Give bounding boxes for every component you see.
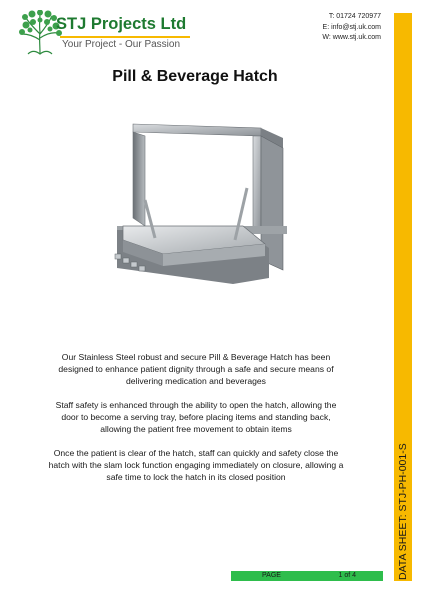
logo-tagline: Your Project - Our Passion [62,39,181,50]
logo-title: STJ Projects Ltd [56,15,187,33]
paragraph-slam-lock: Once the patient is clear of the hatch, staff can quickly and safety close the hatch with the slam lock function engaging immediately on closure, allowing a safe time to lock the hatch in its closed position [48,448,344,482]
contact-email: E: info@stj.uk.com [322,23,381,31]
logo-underline [60,36,190,38]
footer-page-number: 1 of 4 [338,572,356,579]
description-text [46,351,346,495]
paragraph-staff-safety: Staff safety is enhanced through the ability to open the hatch, allowing the door to become a serving tray, before placing items and standing back, allowing the patient free movement to obtain items [55,400,337,434]
paragraph-intro: Our Stainless Steel robust and secure Pill & Beverage Hatch has been designed to enhance patient dignity through a safe and secure means of delivering medication and beverages [58,352,334,386]
page-title: Pill & Beverage Hatch [112,68,278,85]
hatch-product-image [93,108,303,308]
data-sheet-label: DATA SHEET: STJ-PH-001-S [397,443,409,580]
contact-phone: T: 01724 720977 [328,13,381,20]
footer-page-label: PAGE [262,572,281,579]
footer-page-bar [231,571,383,581]
contact-block [322,12,381,44]
contact-web: W: www.stj.uk.com [322,34,381,41]
